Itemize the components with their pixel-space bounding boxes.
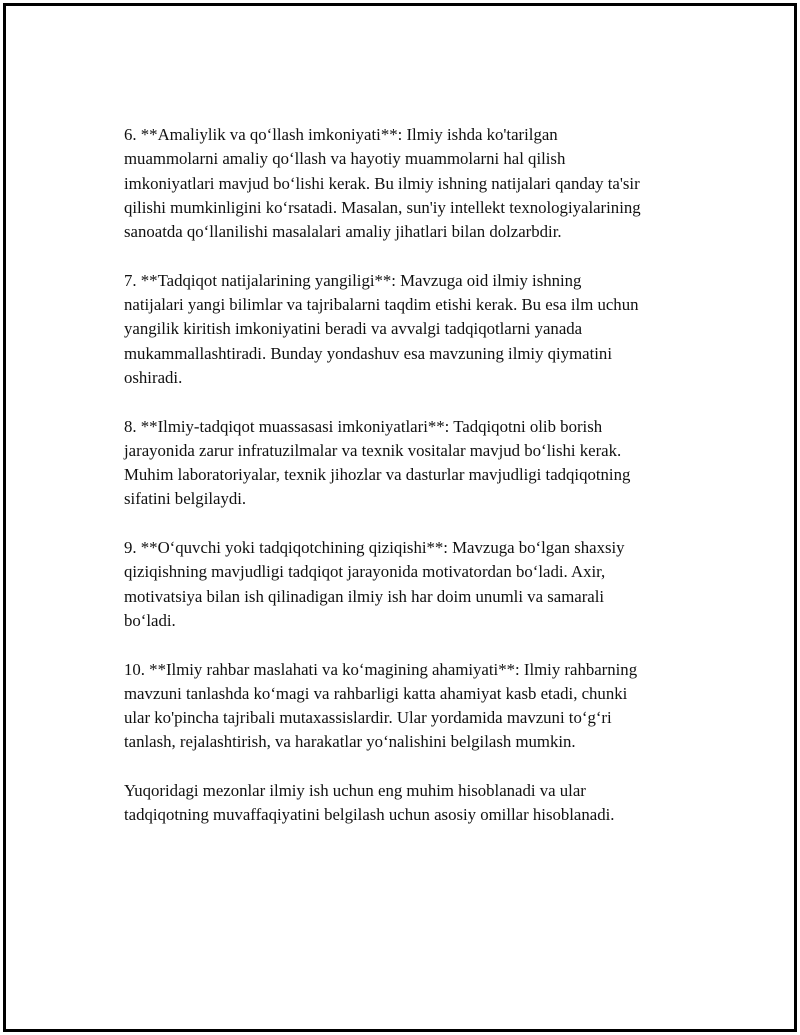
text-line: tadqiqotning muvaffaqiyatini belgilash uchun asosiy omillar hisoblanadi.	[124, 805, 615, 825]
text-line: imkoniyatlari mavjud bo‘lishi kerak. Bu ilmiy ishning natijalari qanday ta'sir	[124, 173, 640, 193]
paragraph-item-9	[124, 536, 704, 633]
text-line: bo‘ladi.	[124, 610, 176, 630]
paragraph-item-10	[124, 658, 704, 755]
paragraph-item-8	[124, 415, 704, 512]
paragraph-item-7	[124, 269, 704, 390]
text-line: Muhim laboratoriyalar, texnik jihozlar va dasturlar mavjudligi tadqiqotning	[124, 465, 631, 485]
page-frame	[3, 3, 797, 1032]
text-line: ular ko'pincha tajribali mutaxassislardir. Ular yordamida mavzuni to‘g‘ri	[124, 708, 612, 728]
text-line: qilishi mumkinligini ko‘rsatadi. Masalan, sun'iy intellekt texnologiyalarining	[124, 197, 641, 217]
text-line: jarayonida zarur infratuzilmalar va texnik vositalar mavjud bo‘lishi kerak.	[124, 440, 622, 460]
text-line: Yuqoridagi mezonlar ilmiy ish uchun eng muhim hisoblanadi va ular	[124, 781, 586, 801]
text-line: 9. **O‘quvchi yoki tadqiqotchining qiziqishi**: Mavzuga bo‘lgan shaxsiy	[124, 538, 625, 558]
paragraph-item-6	[124, 123, 704, 244]
text-line: qiziqishning mavjudligi tadqiqot jarayonida motivatordan bo‘ladi. Axir,	[124, 562, 606, 582]
text-line: mavzuni tanlashda ko‘magi va rahbarligi katta ahamiyat kasb etadi, chunki	[124, 683, 628, 703]
paragraph-conclusion	[124, 779, 704, 828]
document-body	[124, 123, 704, 852]
text-line: mukammallashtiradi. Bunday yondashuv esa mavzuning ilmiy qiymatini	[124, 343, 612, 363]
text-line: muammolarni amaliy qo‘llash va hayotiy muammolarni hal qilish	[124, 149, 566, 169]
text-line: 6. **Amaliylik va qo‘llash imkoniyati**: Ilmiy ishda ko'tarilgan	[124, 125, 558, 144]
text-line: sanoatda qo‘llanilishi masalalari amaliy jihatlari bilan dolzarbdir.	[124, 222, 562, 242]
text-line: yangilik kiritish imkoniyatini beradi va avvalgi tadqiqotlarni yanada	[124, 319, 583, 339]
text-line: sifatini belgilaydi.	[124, 489, 247, 509]
text-line: natijalari yangi bilimlar va tajribalarni taqdim etishi kerak. Bu esa ilm uchun	[124, 295, 639, 315]
text-line: 7. **Tadqiqot natijalarining yangiligi**: Mavzuga oid ilmiy ishning	[124, 270, 582, 290]
text-line: tanlash, rejalashtirish, va harakatlar yo‘nalishini belgilash mumkin.	[124, 732, 576, 752]
text-line: 10. **Ilmiy rahbar maslahati va ko‘magining ahamiyati**: Ilmiy rahbarning	[124, 659, 638, 679]
text-line: oshiradi.	[124, 367, 183, 387]
text-line: motivatsiya bilan ish qilinadigan ilmiy ish har doim unumli va samarali	[124, 586, 605, 606]
text-line: 8. **Ilmiy-tadqiqot muassasasi imkoniyatlari**: Tadqiqotni olib borish	[124, 416, 603, 436]
